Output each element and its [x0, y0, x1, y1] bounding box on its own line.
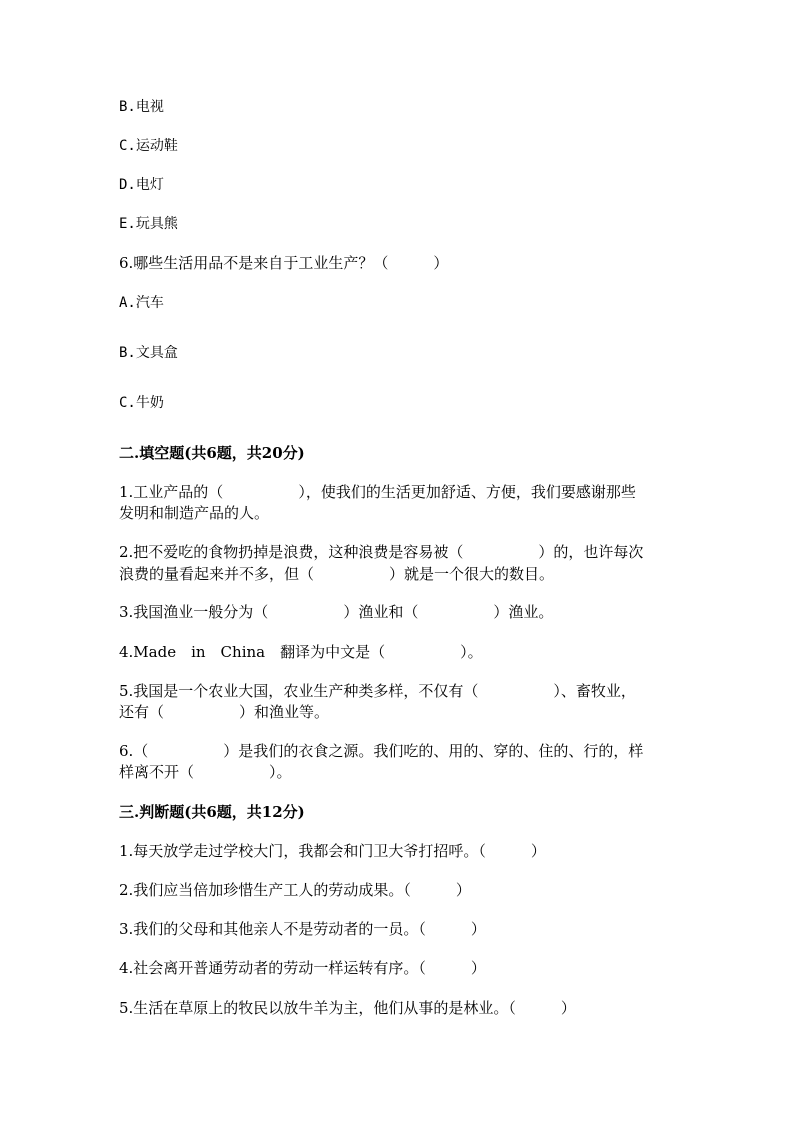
fill-question-6-line-1: 6.（ ）是我们的衣食之源。我们吃的、用的、穿的、住的、行的，样 [119, 742, 644, 760]
option-b-tv: B.电视 [119, 99, 164, 115]
judge-question-5: 5.生活在草原上的牧民以放牛羊为主，他们从事的是林业。（ ） [119, 999, 576, 1017]
fill-question-1-line-2: 发明和制造产品的人。 [119, 504, 270, 522]
fill-question-6-line-2: 样离不开（ ）。 [119, 763, 292, 781]
fill-question-2-line-1: 2.把不爱吃的食物扔掉是浪费，这种浪费是容易被（ ）的，也许每次 [119, 543, 644, 561]
section-3-heading: 三.判断题(共6题，共12分) [119, 803, 305, 821]
option-c-sneakers: C.运动鞋 [119, 138, 178, 154]
judge-question-1: 1.每天放学走过学校大门，我都会和门卫大爷打招呼。（ ） [119, 842, 546, 860]
q6-option-c: C.牛奶 [119, 395, 164, 411]
fill-question-1-line-1: 1.工业产品的（ ），使我们的生活更加舒适、方便，我们要感谢那些 [119, 483, 636, 501]
q6-option-b: B.文具盒 [119, 345, 178, 361]
judge-question-3: 3.我们的父母和其他亲人不是劳动者的一员。（ ） [119, 920, 486, 938]
section-2-heading: 二.填空题(共6题，共20分) [119, 444, 305, 462]
q6-option-a: A.汽车 [119, 295, 164, 311]
fill-question-5-line-2: 还有（ ）和渔业等。 [119, 703, 330, 721]
question-6-stem: 6.哪些生活用品不是来自于工业生产？（ ） [119, 254, 449, 272]
fill-question-5-line-1: 5.我国是一个农业大国，农业生产种类多样，不仅有（ ）、畜牧业， [119, 682, 636, 700]
option-e-teddy-bear: E.玩具熊 [119, 216, 178, 232]
option-d-lamp: D.电灯 [119, 177, 164, 193]
fill-question-4: 4.Made in China 翻译为中文是（ ）。 [119, 643, 483, 661]
judge-question-2: 2.我们应当倍加珍惜生产工人的劳动成果。（ ） [119, 881, 471, 899]
fill-question-2-line-2: 浪费的量看起来并不多，但（ ）就是一个很大的数目。 [119, 565, 555, 583]
fill-question-3: 3.我国渔业一般分为（ ）渔业和（ ）渔业。 [119, 603, 554, 621]
judge-question-4: 4.社会离开普通劳动者的劳动一样运转有序。（ ） [119, 959, 486, 977]
